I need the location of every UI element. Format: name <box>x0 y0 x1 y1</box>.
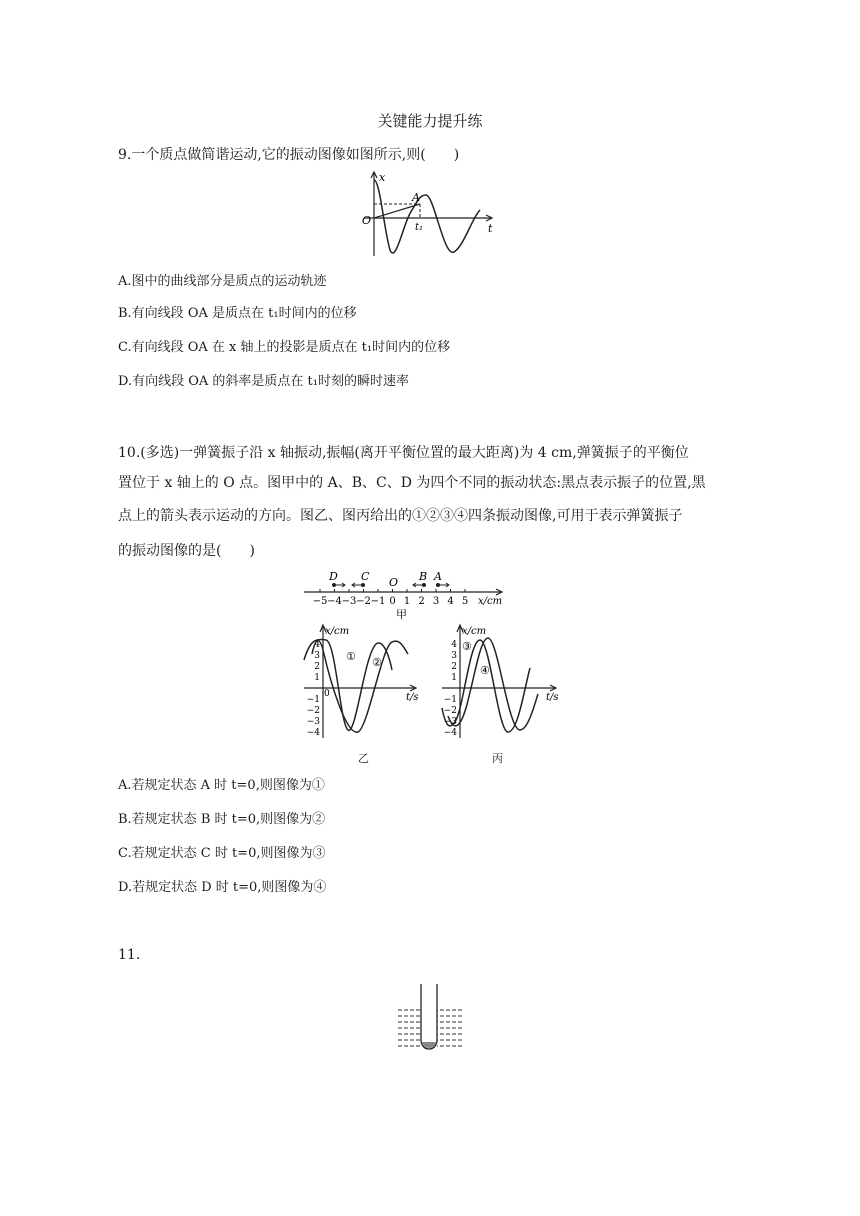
y-tick-label: −2 <box>443 706 457 716</box>
y-tick-label: 3 <box>451 651 457 661</box>
jia-tick-labels <box>313 596 469 607</box>
q9-option-a: A.图中的曲线部分是质点的运动轨迹 <box>118 274 327 289</box>
q10-option-a: A.若规定状态 A 时 t=0,则图像为① <box>118 778 325 793</box>
y-tick-label: −3 <box>443 717 457 727</box>
jia-axis-unit: x/cm <box>478 596 503 607</box>
y-tick-label: −4 <box>443 728 457 738</box>
jia-tick-label: 5 <box>461 596 469 607</box>
jia-caption: 甲 <box>396 608 407 620</box>
q9-sine-curve <box>374 180 480 253</box>
yi-curve-1-label: ① <box>346 650 356 663</box>
yi-xlabel: t/s <box>406 692 419 703</box>
y-tick-label: −2 <box>306 706 320 716</box>
q9-option-c: C.有向线段 OA 在 x 轴上的投影是质点在 t₁时间内的位移 <box>118 340 451 355</box>
y-tick-label: 2 <box>314 662 320 672</box>
jia-label-d: D <box>329 570 338 583</box>
bing-curve-3-label: ③ <box>462 640 472 653</box>
bing-xlabel: t/s <box>546 692 559 703</box>
y-tick-label: −1 <box>443 695 457 705</box>
q9-x-label: x <box>379 171 386 184</box>
yi-caption: 乙 <box>358 752 369 765</box>
q10-stem-line-1: 10.(多选)一弹簧振子沿 x 轴振动,振幅(离开平衡位置的最大距离)为 4 cm,弹簧振子的平衡位 <box>118 445 689 461</box>
jia-tick-label: 0 <box>389 596 396 607</box>
q10-stem-line-4: 的振动图像的是( ) <box>118 543 255 559</box>
jia-tick-label: 2 <box>418 596 425 607</box>
bing-caption: 丙 <box>492 752 503 765</box>
q9-option-b: B.有向线段 OA 是质点在 t₁时间内的位移 <box>118 306 357 321</box>
y-tick-label: 3 <box>314 651 320 661</box>
q10-option-c: C.若规定状态 C 时 t=0,则图像为③ <box>118 846 326 861</box>
jia-tick-label: −1 <box>370 596 386 607</box>
q9-stem: 9.一个质点做简谐运动,它的振动图像如图所示,则( ) <box>118 147 460 163</box>
q10-stem-line-3: 点上的箭头表示运动的方向。图乙、图丙给出的①②③④四条振动图像,可用于表示弹簧振子 <box>118 508 683 524</box>
jia-tick-label: −2 <box>356 596 371 607</box>
y-tick-label: −4 <box>306 728 320 738</box>
jia-axis <box>304 589 502 595</box>
yi-y-tick-labels <box>307 640 321 738</box>
y-tick-label: 1 <box>314 673 320 683</box>
jia-tick-label: −3 <box>341 596 357 607</box>
q9-option-d: D.有向线段 OA 的斜率是质点在 t₁时刻的瞬时速率 <box>118 374 409 389</box>
q9-t1-label: t₁ <box>415 222 424 233</box>
q10-stem-line-2: 置位于 x 轴上的 O 点。图甲中的 A、B、C、D 为四个不同的振动状态:黑点表示振子的位置,黑 <box>118 475 706 491</box>
q9-segment-oa <box>374 204 420 218</box>
q11-number: 11. <box>118 947 141 963</box>
jia-label-a: A <box>434 570 442 583</box>
q10-option-d: D.若规定状态 D 时 t=0,则图像为④ <box>118 880 327 895</box>
yi-curve-2-label: ② <box>372 656 382 669</box>
jia-label-b: B <box>419 570 428 583</box>
q10-figure-yi <box>296 620 426 745</box>
jia-tick-label: −4 <box>327 596 342 607</box>
jia-tick-label: 4 <box>447 596 454 607</box>
y-tick-label: 1 <box>451 673 457 683</box>
q9-figure <box>360 170 505 260</box>
bing-ylabel: x/cm <box>462 626 487 637</box>
y-tick-label: 4 <box>451 640 457 650</box>
bing-y-tick-labels <box>444 640 458 738</box>
q9-a-label: A <box>412 191 420 204</box>
q11-figure-test-tube <box>394 982 466 1054</box>
bing-axes <box>442 625 556 738</box>
q10-figure-bing <box>436 620 566 745</box>
y-tick-label: 4 <box>314 640 320 650</box>
q10-option-b: B.若规定状态 B 时 t=0,则图像为② <box>118 812 326 827</box>
jia-label-c: C <box>361 570 370 583</box>
y-tick-label: −3 <box>306 717 320 727</box>
jia-tick-label: 1 <box>403 596 411 607</box>
q9-t-label: t <box>488 222 493 235</box>
yi-origin: 0 <box>324 689 330 699</box>
section-title: 关键能力提升练 <box>377 112 483 130</box>
jia-state-c <box>352 583 365 587</box>
jia-tick-label: 3 <box>432 596 440 607</box>
q9-o-label: O <box>362 214 372 227</box>
y-tick-label: 2 <box>451 662 457 672</box>
bing-curve-4-label: ④ <box>480 664 490 677</box>
jia-label-o: O <box>389 576 399 589</box>
jia-state-d <box>332 583 345 587</box>
jia-state-a <box>436 583 449 587</box>
q10-figure-jia <box>300 568 510 620</box>
yi-ylabel: x/cm <box>325 626 350 637</box>
jia-state-b <box>413 583 426 587</box>
y-tick-label: −1 <box>306 695 320 705</box>
jia-tick-label: −5 <box>312 596 328 607</box>
yi-curve-2 <box>312 641 408 733</box>
